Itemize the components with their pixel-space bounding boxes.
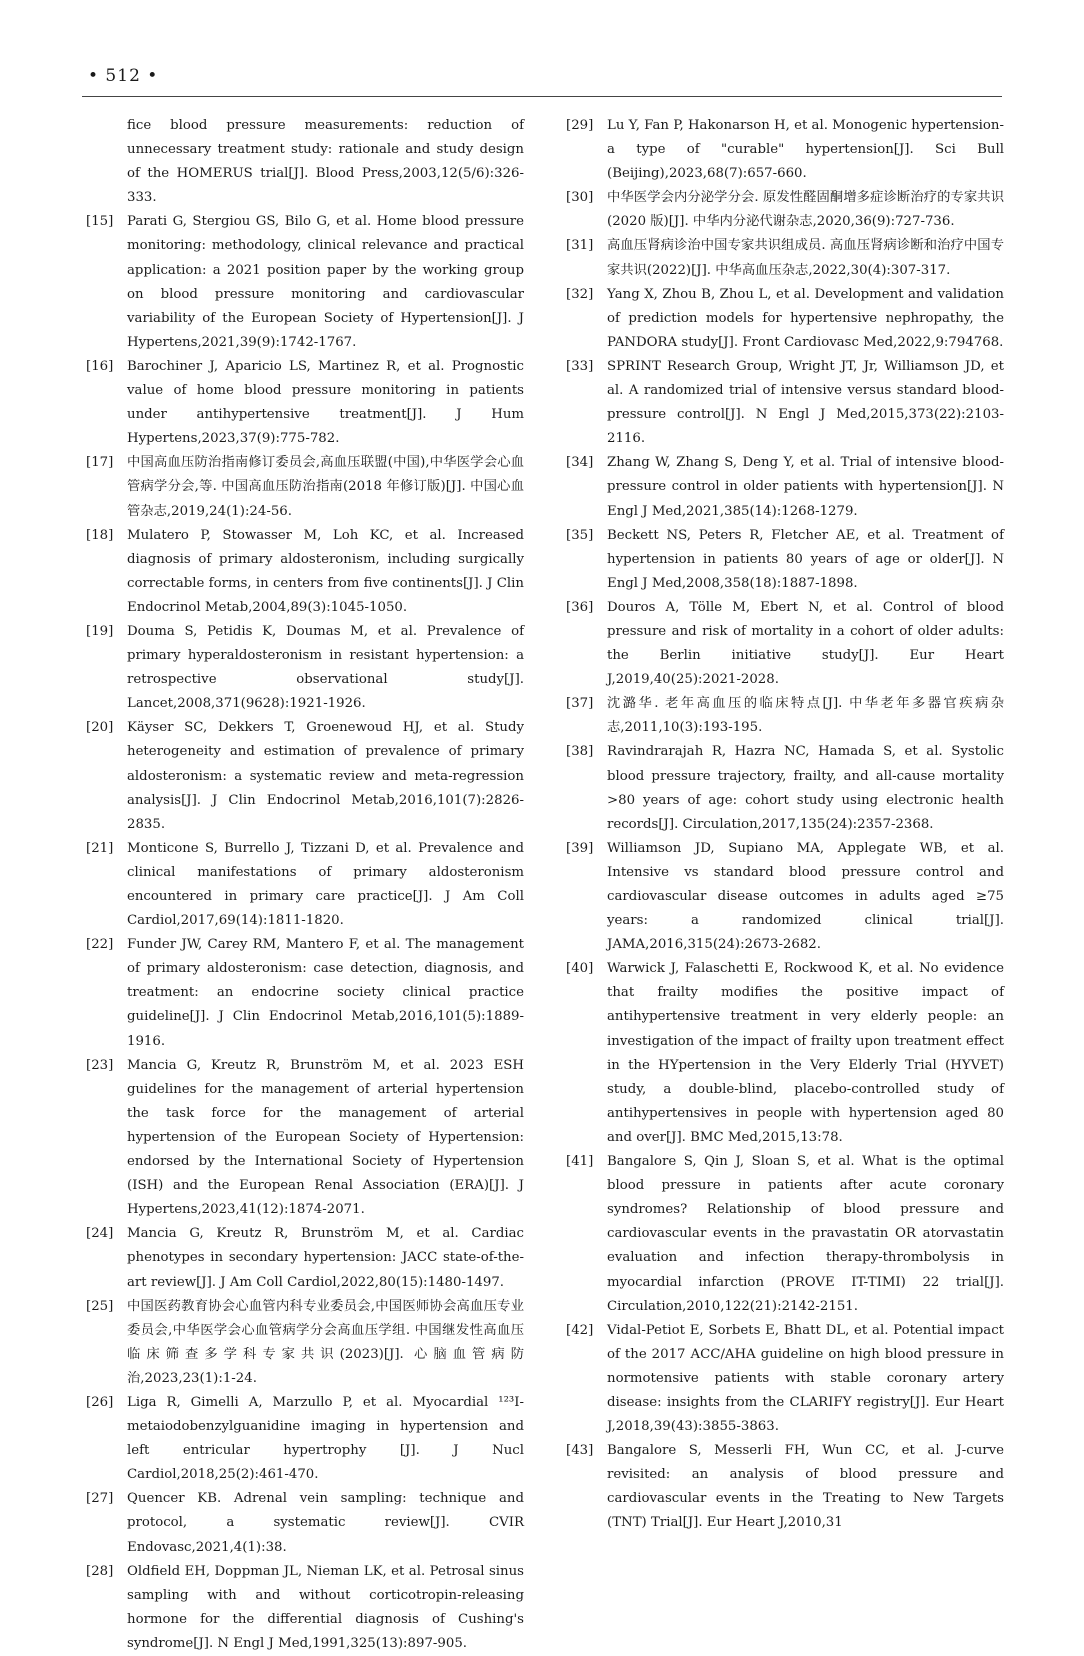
reference-number: [27] <box>86 1491 114 1507</box>
reference-item <box>86 1487 524 1559</box>
reference-number: [28] <box>86 1563 114 1579</box>
reference-item <box>86 355 524 451</box>
reference-number: [38] <box>566 744 594 760</box>
reference-text: Warwick J, Falaschetti E, Rockwood K, et al. No evidence that frailty modifies the positive impact of antihypertensive treatment in very elderly people: an investigation of the impact of frailty upon treatment effect in the HYpertension in the Very Elderly Trial (HYVET) study, a double-blind, placebo-controlled study of antihypertensives in people with hypertension aged 80 and over[J]. BMC Med,2015,13:78. <box>607 961 1004 1145</box>
reference-text: 沈潞华. 老年高血压的临床特点[J]. 中华老年多器官疾病杂志,2011,10(3):193-195. <box>607 696 1004 736</box>
reference-number: [19] <box>86 623 114 639</box>
reference-text: Mulatero P, Stowasser M, Loh KC, et al. Increased diagnosis of primary aldosteronism, including surgically correctable forms, in centers from five continents[J]. J Clin Endocrinol Metab,2004,89(3):1045-1050. <box>127 527 524 615</box>
reference-text: Douros A, Tölle M, Ebert N, et al. Control of blood pressure and risk of mortality in a cohort of older adults: the Berlin initiative study[J]. Eur Heart J,2019,40(25):2021-2028. <box>607 599 1004 688</box>
reference-text: Bangalore S, Messerli FH, Wun CC, et al. J-curve revisited: an analysis of blood pressure and cardiovascular events in the Treating to New Targets (TNT) Trial[J]. Eur Heart J,2010,31 <box>607 1443 1004 1531</box>
reference-number: [17] <box>86 455 114 471</box>
reference-number: [23] <box>86 1057 114 1073</box>
reference-text: Vidal-Petiot E, Sorbets E, Bhatt DL, et al. Potential impact of the 2017 ACC/AHA guideline on high blood pressure in normotensive patients with stable coronary artery disease: insights from the CLARIFY registry[J]. Eur Heart J,2018,39(43):3855-3863. <box>607 1322 1004 1435</box>
reference-text: Lu Y, Fan P, Hakonarson H, et al. Monogenic hypertension-a type of "curable" hypertension[J]. Sci Bull (Beijing),2023,68(7):657-660. <box>607 118 1004 182</box>
reference-text: Williamson JD, Supiano MA, Applegate WB, et al. Intensive vs standard blood pressure control and cardiovascular disease outcomes in adults aged ≥75 years: a randomized clinical trial[J]. JAMA,2016,315(24):2673-2682. <box>607 840 1004 953</box>
reference-item <box>86 1391 524 1487</box>
reference-number: [33] <box>566 358 594 374</box>
reference-item <box>566 957 1004 1150</box>
reference-item <box>566 837 1004 957</box>
reference-item <box>86 1054 524 1223</box>
reference-item <box>566 1150 1004 1319</box>
reference-item <box>566 1439 1004 1535</box>
reference-text: Yang X, Zhou B, Zhou L, et al. Development and validation of prediction models for hypertensive nephropathy, the PANDORA study[J]. Front Cardiovasc Med,2022,9:794768. <box>607 286 1004 350</box>
reference-number: [34] <box>566 455 594 471</box>
reference-text: Douma S, Petidis K, Doumas M, et al. Prevalence of primary hyperaldosteronism in resistant hypertension: a retrospective observational study[J]. Lancet,2008,371(9628):1921-1926. <box>127 623 524 712</box>
reference-item <box>86 716 524 836</box>
reference-number: [29] <box>566 118 594 133</box>
reference-item <box>566 524 1004 596</box>
reference-text: fice blood pressure measurements: reduction of unnecessary treatment study: rationale and study design of the HOMERUS trial[J]. Blood Press,2003,12(5/6):326-333. <box>127 118 524 206</box>
reference-item <box>566 186 1004 234</box>
reference-number: [35] <box>566 527 594 543</box>
reference-text: SPRINT Research Group, Wright JT, Jr, Williamson JD, et al. A randomized trial of intensive versus standard blood-pressure control[J]. N Engl J Med,2015,373(22):2103-2116. <box>607 358 1004 447</box>
reference-text: 中国高血压防治指南修订委员会,高血压联盟(中国),中华医学会心血管病学分会,等. 中国高血压防治指南(2018 年修订版)[J]. 中国心血管杂志,2019,24(1):24-56. <box>127 455 524 519</box>
reference-number: [43] <box>566 1443 594 1459</box>
reference-number: [36] <box>566 599 594 615</box>
reference-item <box>86 451 524 523</box>
reference-text: Monticone S, Burrello J, Tizzani D, et al. Prevalence and clinical manifestations of primary aldosteronism encountered in primary care practice[J]. J Am Coll Cardiol,2017,69(14):1811-1820. <box>127 840 524 929</box>
reference-item <box>566 355 1004 451</box>
reference-item <box>566 234 1004 282</box>
reference-item <box>86 837 524 933</box>
reference-item <box>566 596 1004 692</box>
page-number: • 512 • <box>88 66 159 86</box>
reference-number: [40] <box>566 961 594 977</box>
reference-number: [16] <box>86 358 114 374</box>
reference-item <box>86 114 524 210</box>
reference-text: Parati G, Stergiou GS, Bilo G, et al. Home blood pressure monitoring: methodology, clinical relevance and practical application: a 2021 position paper by the working group on blood pressure monitoring and cardiovascular variability of the European Society of Hypertension[J]. J Hypertens,2021,39(9):1742-1767. <box>127 214 524 350</box>
reference-text: Zhang W, Zhang S, Deng Y, et al. Trial of intensive blood-pressure control in older patients with hypertension[J]. N Engl J Med,2021,385(14):1268-1279. <box>607 455 1004 519</box>
reference-number: [31] <box>566 238 594 254</box>
reference-number: [21] <box>86 840 114 856</box>
reference-number: [26] <box>86 1394 114 1410</box>
reference-text: Barochiner J, Aparicio LS, Martinez R, et al. Prognostic value of home blood pressure monitoring in patients under antihypertensive treatment[J]. J Hum Hypertens,2023,37(9):775-782. <box>127 358 524 447</box>
reference-item <box>566 1319 1004 1439</box>
reference-text: Bangalore S, Qin J, Sloan S, et al. What is the optimal blood pressure in patients after acute coronary syndromes? Relationship of blood pressure and cardiovascular events in the pravastatin OR atorvastatin evaluation and infection therapy-thrombolysis in myocardial infarction (PROVE IT-TIMI) 22 trial[J]. Circulation,2010,122(21):2142-2151. <box>607 1154 1004 1314</box>
reference-number: [15] <box>86 214 114 230</box>
reference-number: [37] <box>566 696 594 712</box>
reference-item <box>86 1295 524 1391</box>
reference-number: [41] <box>566 1154 594 1170</box>
reference-item <box>86 524 524 620</box>
reference-number: [25] <box>86 1298 114 1314</box>
reference-text: 中国医药教育协会心血管内科专业委员会,中国医师协会高血压专业委员会,中华医学会心血管病学分会高血压学组. 中国继发性高血压临床筛查多学科专家共识(2023)[J]. 心脑血管病防治,2023,23(1):1-24. <box>127 1298 524 1386</box>
reference-number: [24] <box>86 1226 114 1242</box>
reference-text: Mancia G, Kreutz R, Brunström M, et al. Cardiac phenotypes in secondary hypertension: JACC state-of-the-art review[J]. J Am Coll Cardiol,2022,80(15):1480-1497. <box>127 1226 524 1290</box>
reference-text: Mancia G, Kreutz R, Brunström M, et al. 2023 ESH guidelines for the management of arterial hypertension the task force for the management of arterial hypertension of the European Society of Hypertension: endorsed by the International Society of Hypertension (ISH) and the European Renal Association (ERA)[J]. J Hypertens,2023,41(12):1874-2071. <box>127 1057 524 1218</box>
reference-item <box>86 933 524 1053</box>
reference-item <box>566 740 1004 836</box>
reference-item <box>86 210 524 355</box>
reference-text: Käyser SC, Dekkers T, Groenewoud HJ, et al. Study heterogeneity and estimation of prevalence of primary aldosteronism: a systematic review and meta-regression analysis[J]. J Clin Endocrinol Metab,2016,101(7):2826-2835. <box>127 720 524 832</box>
references-left-column <box>86 114 524 1656</box>
reference-number: [42] <box>566 1322 594 1338</box>
reference-text: 中华医学会内分泌学分会. 原发性醛固酮增多症诊断治疗的专家共识(2020 版)[J]. 中华内分泌代谢杂志,2020,36(9):727-736. <box>607 190 1004 230</box>
reference-text: Funder JW, Carey RM, Mantero F, et al. The management of primary aldosteronism: case detection, diagnosis, and treatment: an endocrine society clinical practice guideline[J]. J Clin Endocrinol Metab,2016,101(5):1889-1916. <box>127 937 524 1049</box>
reference-number: [22] <box>86 937 114 953</box>
reference-number: [18] <box>86 527 114 543</box>
reference-item <box>86 1222 524 1294</box>
reference-item <box>86 620 524 716</box>
reference-text: Liga R, Gimelli A, Marzullo P, et al. Myocardial ¹²³I-metaiodobenzylguanidine imaging in hypertension and left entricular hypertrophy [J]. J Nucl Cardiol,2018,25(2):461-470. <box>127 1394 524 1483</box>
reference-number: [30] <box>566 190 594 206</box>
reference-item <box>566 283 1004 355</box>
reference-item <box>566 692 1004 740</box>
page-header <box>82 64 1002 97</box>
references-right-column <box>566 114 1004 1536</box>
reference-text: Ravindrarajah R, Hazra NC, Hamada S, et al. Systolic blood pressure trajectory, frailty, and all-cause mortality >80 years of age: cohort study using electronic health records[J]. Circulation,2017,135(24):2357-2368. <box>607 744 1004 832</box>
reference-item <box>566 451 1004 523</box>
reference-item <box>86 1560 524 1656</box>
reference-text: Beckett NS, Peters R, Fletcher AE, et al. Treatment of hypertension in patients 80 years of age or older[J]. N Engl J Med,2008,358(18):1887-1898. <box>607 527 1004 591</box>
reference-number: [32] <box>566 286 594 302</box>
reference-number: [20] <box>86 720 114 736</box>
reference-text: Oldfield EH, Doppman JL, Nieman LK, et al. Petrosal sinus sampling with and without corticotropin-releasing hormone for the differential diagnosis of Cushing's syndrome[J]. N Engl J Med,1991,325(13):897-905. <box>127 1563 524 1651</box>
reference-text: 高血压肾病诊治中国专家共识组成员. 高血压肾病诊断和治疗中国专家共识(2022)[J]. 中华高血压杂志,2022,30(4):307-317. <box>607 238 1004 278</box>
reference-number: [39] <box>566 840 594 856</box>
reference-item <box>566 114 1004 186</box>
reference-text: Quencer KB. Adrenal vein sampling: technique and protocol, a systematic review[J]. CVIR Endovasc,2021,4(1):38. <box>127 1491 524 1555</box>
